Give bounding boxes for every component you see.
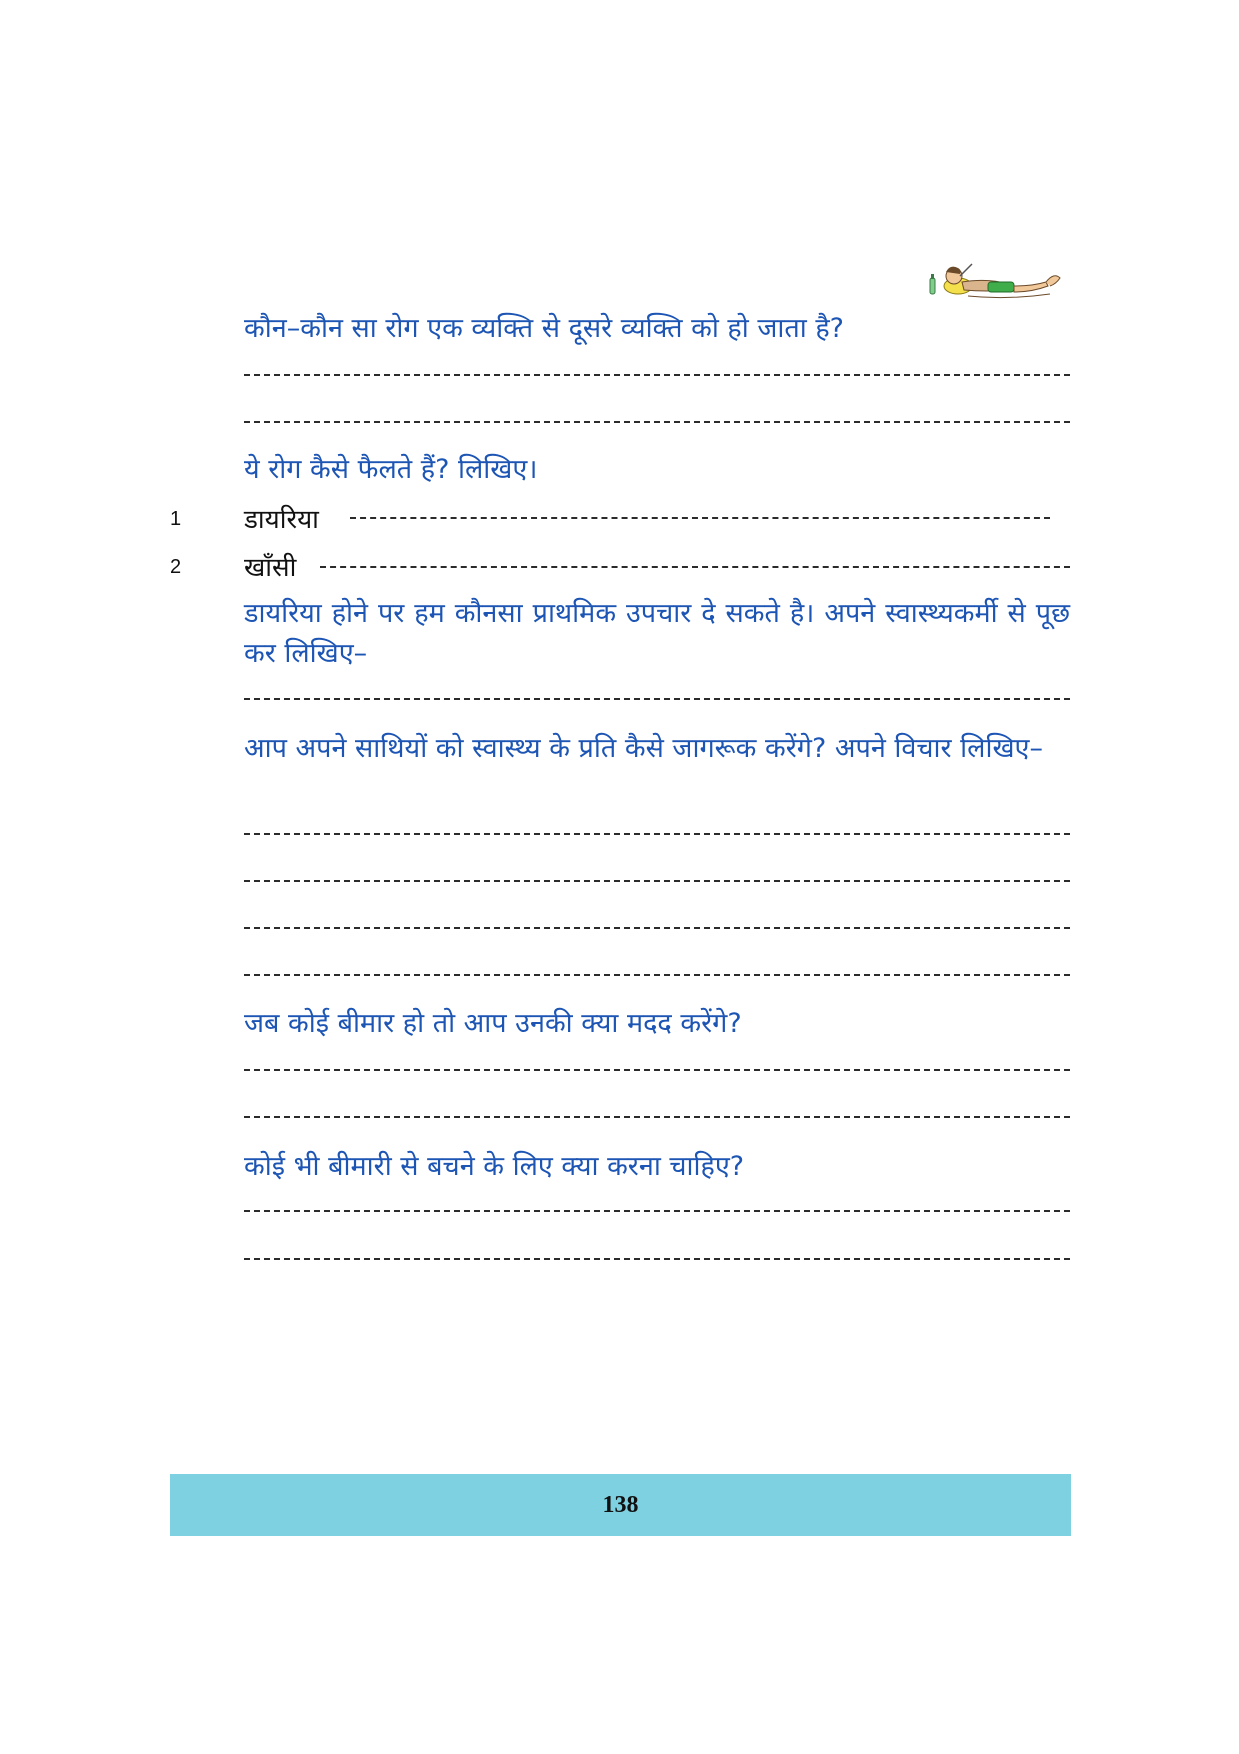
page-number: 138 — [602, 1491, 639, 1518]
answer-line — [320, 566, 1070, 568]
question-5: जब कोई बीमार हो तो आप उनकी क्या मदद करेंगे? — [244, 1008, 742, 1039]
answer-line — [244, 1069, 1070, 1071]
item-number: 2 — [170, 556, 182, 578]
answer-line — [244, 698, 1070, 700]
answer-line — [244, 374, 1070, 376]
answer-line — [244, 421, 1070, 423]
answer-line — [244, 1258, 1070, 1260]
sick-child-illustration — [928, 256, 1068, 304]
question-1: कौन–कौन सा रोग एक व्यक्ति से दूसरे व्यक्ति को हो जाता है? — [244, 313, 845, 344]
answer-line — [244, 1116, 1070, 1118]
answer-line — [244, 927, 1070, 929]
item-number: 1 — [170, 508, 182, 530]
question-3: डायरिया होने पर हम कौनसा प्राथमिक उपचार दे सकते है। अपने स्वास्थ्यकर्मी से पूछ कर लिखिए– — [244, 598, 1070, 669]
question-4: आप अपने साथियों को स्वास्थ्य के प्रति कैसे जागरूक करेंगे? अपने विचार लिखिए– — [244, 733, 1043, 764]
answer-line — [244, 880, 1070, 882]
answer-line — [244, 833, 1070, 835]
item-label-diarrhea: डायरिया — [244, 505, 319, 535]
answer-line — [244, 1210, 1070, 1212]
answer-line — [244, 974, 1070, 976]
question-2: ये रोग कैसे फैलते हैं? लिखिए। — [244, 454, 538, 485]
question-6: कोई भी बीमारी से बचने के लिए क्या करना चाहिए? — [244, 1151, 745, 1182]
item-label-cough: खाँसी — [244, 553, 297, 583]
answer-line — [350, 517, 1050, 519]
footer-band — [170, 1474, 1071, 1536]
